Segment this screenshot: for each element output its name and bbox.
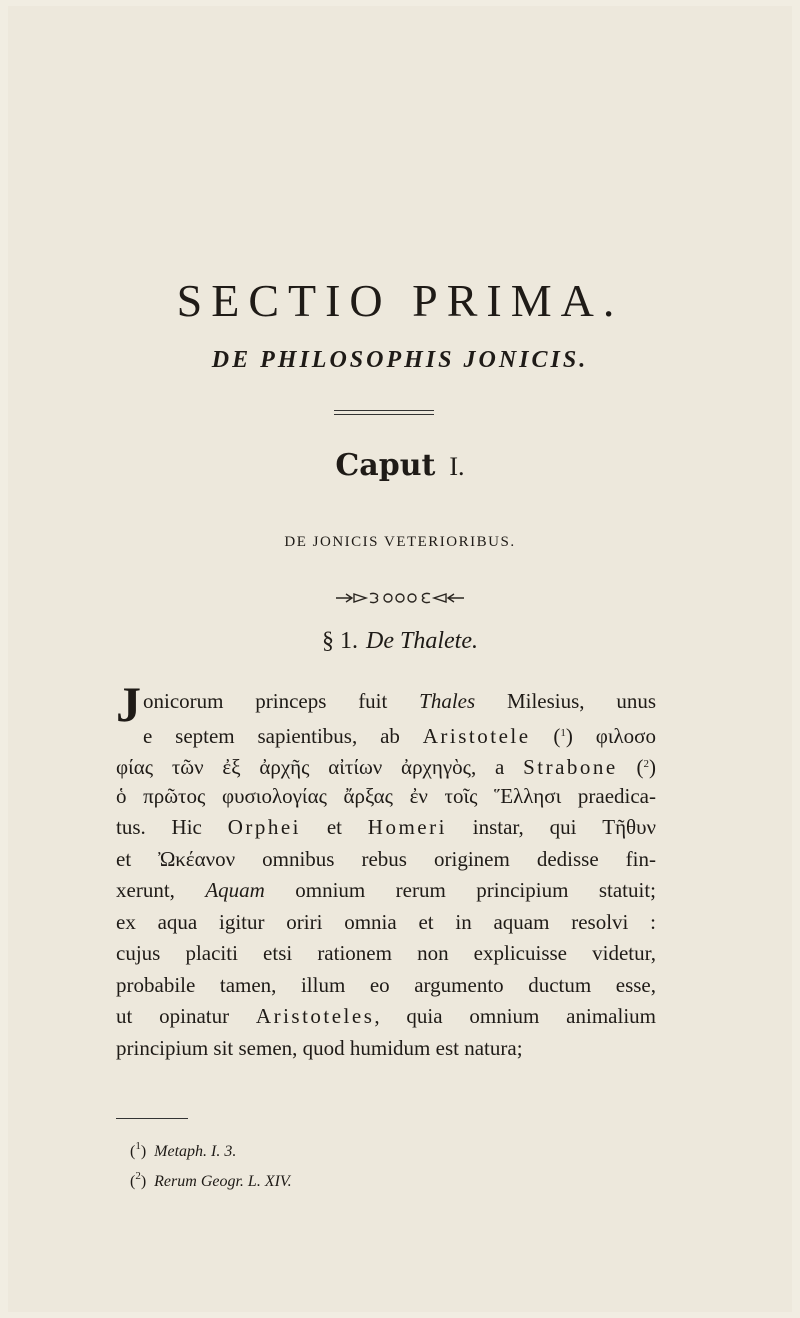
paragraph-section-heading bbox=[8, 628, 792, 655]
body-text bbox=[116, 676, 657, 1064]
text-line: Jonicorum princeps fuit Thales Milesius, unus bbox=[116, 676, 656, 732]
text-line: e septem sapientibus, ab Aristotele ($^1$) φιλοσο bbox=[143, 723, 656, 748]
footnote-2 bbox=[130, 1164, 292, 1194]
text-line: ut opinatur Aristoteles, quia omnium animalium bbox=[116, 1004, 656, 1028]
footnote-text: Rerum Geogr. L. XIV. bbox=[154, 1173, 292, 1190]
section-heading: SECTIO PRIMA. bbox=[176, 275, 624, 326]
text-line: cujus placiti etsi rationem non explicuisse videtur, bbox=[116, 941, 656, 965]
chapter-label: Caput bbox=[335, 448, 436, 483]
footnote-marker: ($^2$) bbox=[130, 1170, 147, 1190]
double-rule-divider bbox=[334, 410, 434, 415]
chapter-number: I. bbox=[449, 452, 465, 481]
section-mark: § 1. bbox=[322, 628, 358, 654]
text-line: xerunt, Aquam omnium rerum principium statuit; bbox=[116, 878, 656, 902]
footnote-marker: ($^1$) bbox=[130, 1140, 147, 1160]
text-line: tus. Hic Orphei et Homeri instar, qui Τῆθυν bbox=[116, 815, 657, 839]
text-line: ex aqua igitur oriri omnia et in aquam resolvi : bbox=[116, 909, 656, 934]
footnote-rule bbox=[116, 1118, 188, 1119]
text-line: et Ὠκέανον omnibus rebus originem dedisse fin- bbox=[116, 846, 656, 871]
footnote-1 bbox=[130, 1134, 292, 1164]
drop-cap: J bbox=[116, 676, 141, 732]
text-line: principium sit semen, quod humidum est natura; bbox=[116, 1035, 523, 1060]
section-subtitle: DE PHILOSOPHIS JONICIS. bbox=[211, 347, 589, 373]
chapter-heading bbox=[8, 448, 792, 483]
section-title: De Thalete. bbox=[366, 628, 478, 654]
ornament-divider-icon bbox=[332, 590, 468, 606]
text-line: φίας τῶν ἐξ ἀρχῆς αἰτίων ἀρχηγὸς, a Strabone ($^2$) bbox=[116, 755, 657, 779]
text-line: probabile tamen, illum eo argumento ductum esse, bbox=[116, 972, 656, 997]
book-page bbox=[8, 6, 792, 1312]
chapter-title: DE JONICIS VETERIORIBUS. bbox=[284, 534, 516, 550]
text-line: ὁ πρῶτος φυσιολογίας ἄρξας ἐν τοῖς Ἕλλησι praedica- bbox=[116, 783, 656, 808]
footnotes bbox=[130, 1134, 292, 1194]
footnote-text: Metaph. I. 3. bbox=[154, 1143, 237, 1160]
